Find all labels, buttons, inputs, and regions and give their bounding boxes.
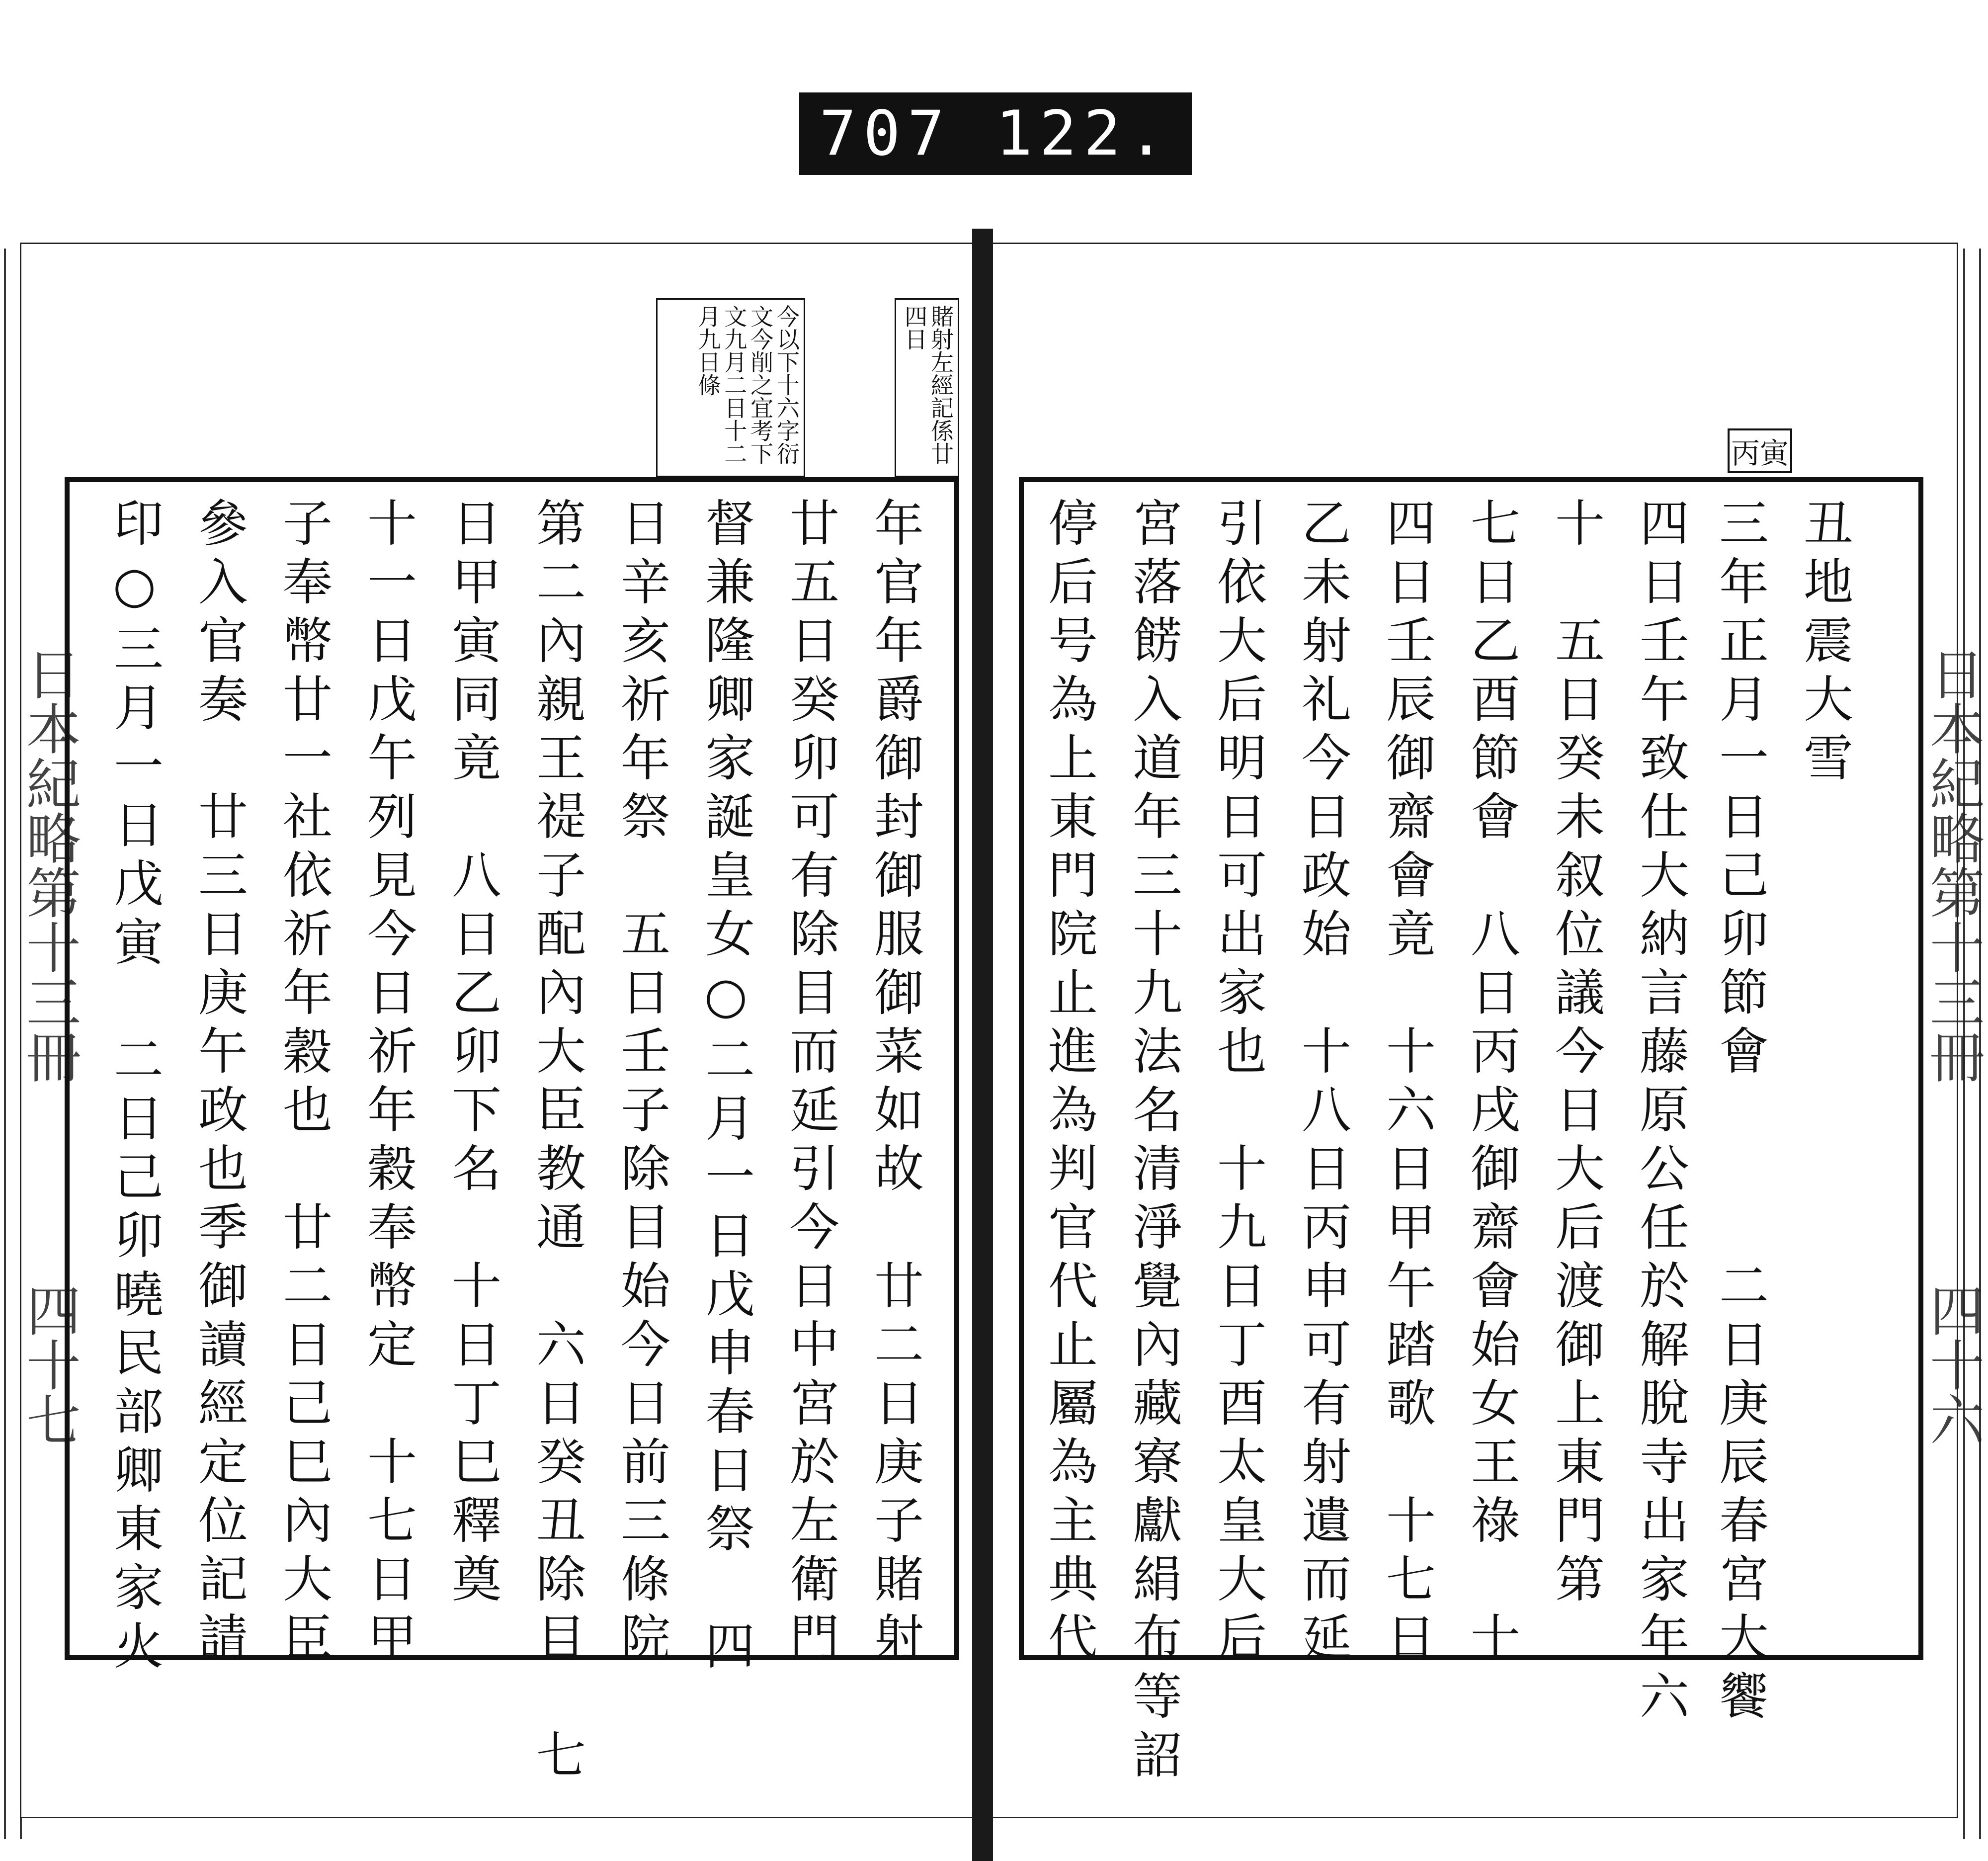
left-column: 子奉幣廿一社依祈年穀也 廿二日己巳內大臣 — [274, 497, 332, 1670]
right-margin-title: 日本紀略第十三冊 — [1921, 646, 1985, 1084]
right-column: 三年正月一日己卯節會 二日庚辰春宮大饗 — [1711, 497, 1769, 1729]
book-spine — [972, 229, 993, 1861]
era-tag: 丙寅 — [1728, 428, 1792, 473]
right-column: 七日乙酉節會 八日丙戌御齋會始女王祿 十 — [1462, 497, 1520, 1670]
left-column: 第二內親王禔子配內大臣教通 六日癸丑除目 七 — [528, 497, 586, 1787]
head-note-top-left: 今以下十六字衍文今削之宜考下文九月二日十二月九日條 — [656, 298, 805, 477]
left-margin-page: 四十七 — [17, 1282, 81, 1446]
right-column: 十 五日癸未叙位議今日大后渡御上東門第 — [1547, 497, 1605, 1611]
archive-label: 707 122. — [799, 92, 1192, 175]
left-column: 印○三月一日戊寅 二日己卯曉民部卿東家火 — [105, 497, 164, 1679]
left-column: 參入官奏 廿三日庚午政也季御讀經定位記請 — [190, 497, 248, 1670]
left-column: 年官年爵御封御服御菜如故 廿二日庚子賭射 — [866, 497, 924, 1670]
left-column: 十一日戊午列見今日祈年穀奉幣定 十七日甲 — [359, 497, 417, 1670]
left-margin-title: 日本紀略第十三冊 — [17, 646, 81, 1084]
right-column: 四日壬午致仕大納言藤原公任於解脫寺出家年六 — [1631, 497, 1689, 1729]
right-column: 宮落餝入道年三十九法名清淨覺內藏寮獻絹布等詔 — [1124, 497, 1182, 1787]
right-column: 引依大后明日可出家也 十九日丁酉太皇大后 — [1209, 497, 1267, 1670]
right-column: 乙未射礼今日政始 十八日丙申可有射遺而延 — [1293, 497, 1351, 1670]
left-column: 日甲寅同竟 八日乙卯下名 十日丁巳釋奠 — [443, 497, 501, 1611]
left-column: 日辛亥祈年祭 五日壬子除目始今日前三條院 — [612, 497, 670, 1670]
right-column: 停后号為上東門院止進為判官代止屬為主典代 — [1040, 497, 1098, 1670]
left-column: 廿五日癸卯可有除目而延引今日中宮於左衛門 — [781, 497, 839, 1670]
right-margin-page: 四十六 — [1921, 1282, 1985, 1446]
right-column: 四日壬辰御齋會竟 十六日甲午踏歌 十七日 — [1378, 497, 1436, 1670]
right-column: 丑地震大雪 — [1795, 497, 1853, 790]
left-column: 督兼隆卿家誕皇女○二月一日戊申春日祭 四 — [697, 497, 755, 1679]
head-note-top-right: 賭射左經記係廿四日 — [895, 298, 959, 477]
